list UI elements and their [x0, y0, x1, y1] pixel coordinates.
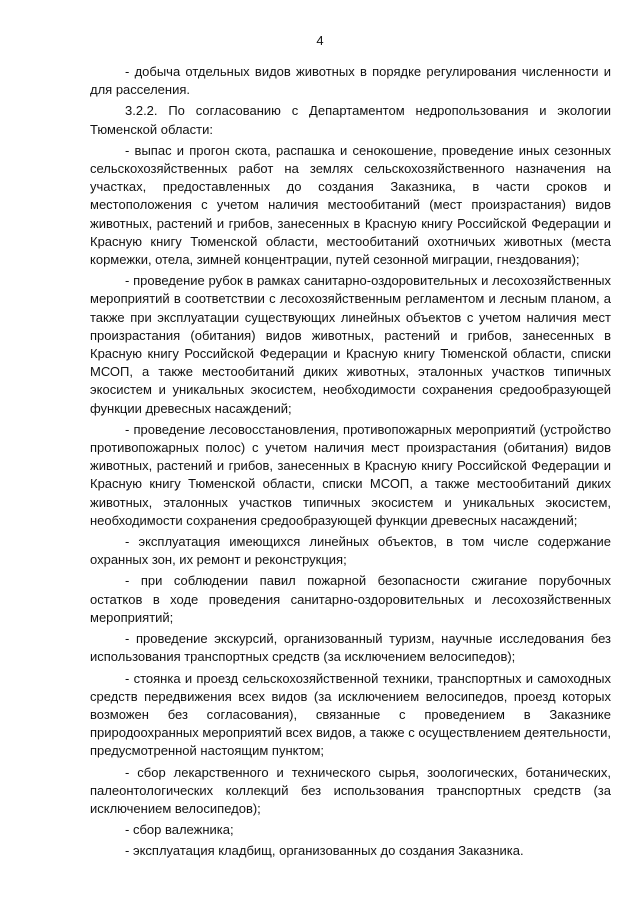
paragraph-deadwood: - сбор валежника; — [125, 822, 234, 838]
paragraph-burning-residues: - при соблюдении павил пожарной безопасности сжигание порубочных остатков в ходе проведения санитарно-оздоровительных и лесохозяйственных мероприятий; — [90, 573, 611, 625]
paragraph-grazing-haymaking: - выпас и прогон скота, распашка и сенокошение, проведение иных сезонных сельскохозяйственных работ на землях сельскохозяйственного назначения на участках, предоставленных до создания Заказника, в части сроков и местоположения с учетом наличия местообитаний (мест произрастания) видов животных, растений и грибов, занесенных в Красную книгу Российской Федерации и Красную книгу Тюменской области, местообитаний охотничьих животных (места кормежки, отела, зимней концентрации, путей сезонной миграции, гнездования); — [90, 142, 611, 268]
paragraph-section-3-2-2: 3.2.2. По согласованию с Департаментом недропользования и экологии Тюменской области: — [90, 103, 611, 137]
paragraph-linear-objects: - эксплуатация имеющихся линейных объектов, в том числе содержание охранных зон, их ремонт и реконструкция; — [90, 534, 611, 568]
page-number: 4 — [316, 33, 324, 48]
paragraph-hunting-regulation: - добыча отдельных видов животных в порядке регулирования численности и для расселения. — [90, 64, 611, 98]
paragraph-collecting: - сбор лекарственного и технического сырья, зоологических, ботанических, палеонтологических коллекций без использования транспортных средств (за исключением велосипедов); — [90, 764, 611, 816]
paragraph-excursions: - проведение экскурсий, организованный туризм, научные исследования без использования транспортных средств (за исключением велосипедов); — [90, 631, 611, 665]
paragraph-cemeteries: - эксплуатация кладбищ, организованных до создания Заказника. — [125, 843, 524, 859]
document-body — [90, 63, 611, 864]
paragraph-reforestation: - проведение лесовосстановления, противопожарных мероприятий (устройство противопожарных полос) с учетом наличия мест произрастания (обитания) видов животных, растений и грибов, занесенных в Красную книгу Российской Федерации и Красную книгу Тюменской области, списки МСОП, а также местообитаний диких животных, эталонных участков типичных экосистем и уникальных экосистем, необходимости сохранения средообразующей функции древесных насаждений; — [90, 421, 611, 528]
paragraph-vehicles: - стоянка и проезд сельскохозяйственной техники, транспортных и самоходных средств передвижения всех видов (за исключением велосипедов, проезд которых возможен без согласования), связанные с проведением в Заказнике природоохранных мероприятий всех видов, а также с осуществлением деятельности, предусмотренной настоящим пунктом; — [90, 670, 611, 759]
paragraph-logging: - проведение рубок в рамках санитарно-оздоровительных и лесохозяйственных мероприятий в соответствии с лесохозяйственным регламентом и лесным планом, а также при эксплуатации существующих линейных объектов с учетом наличия мест произрастания (обитания) видов животных, растений и грибов, занесенных в Красную книгу Российской Федерации и Красную книгу Тюменской области, списки МСОП, а также местообитаний диких животных, эталонных участков типичных экосистем и уникальных экосистем, необходимости сохранения средообразующей функции древесных насаждений; — [90, 273, 611, 416]
